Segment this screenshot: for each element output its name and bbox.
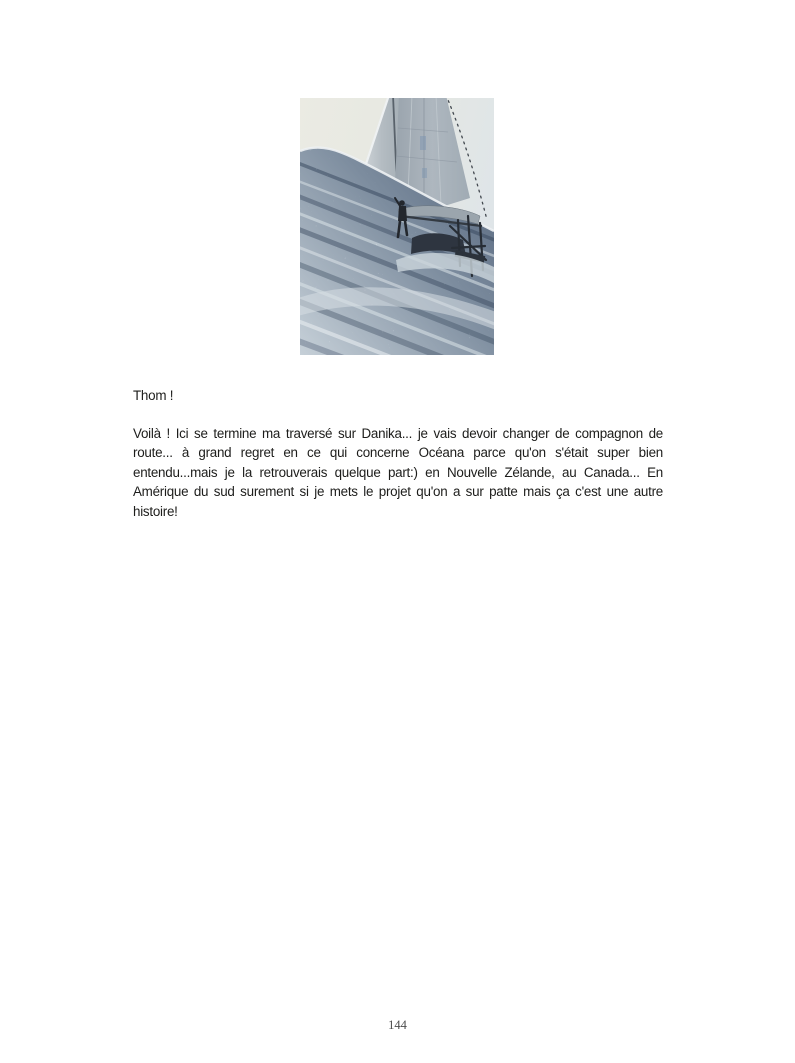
page-number: 144	[388, 1018, 407, 1032]
letter-paragraph: Voilà ! Ici se termine ma traversé sur Danika... je vais devoir changer de compagnon de route... à grand regret en ce qui concerne Océana parce qu'on s'était super bien entendu...mais je la retrouverais quelque part:) en Nouvelle Zélande, au Canada... En Amérique du sud surement si je mets le projet qu'on a sur patte mais ça c'est une autre histoire!	[133, 426, 663, 519]
sailboat-photo	[300, 98, 494, 355]
sailboat-photo-art	[300, 98, 494, 355]
salutation-text: Thom !	[133, 388, 174, 403]
